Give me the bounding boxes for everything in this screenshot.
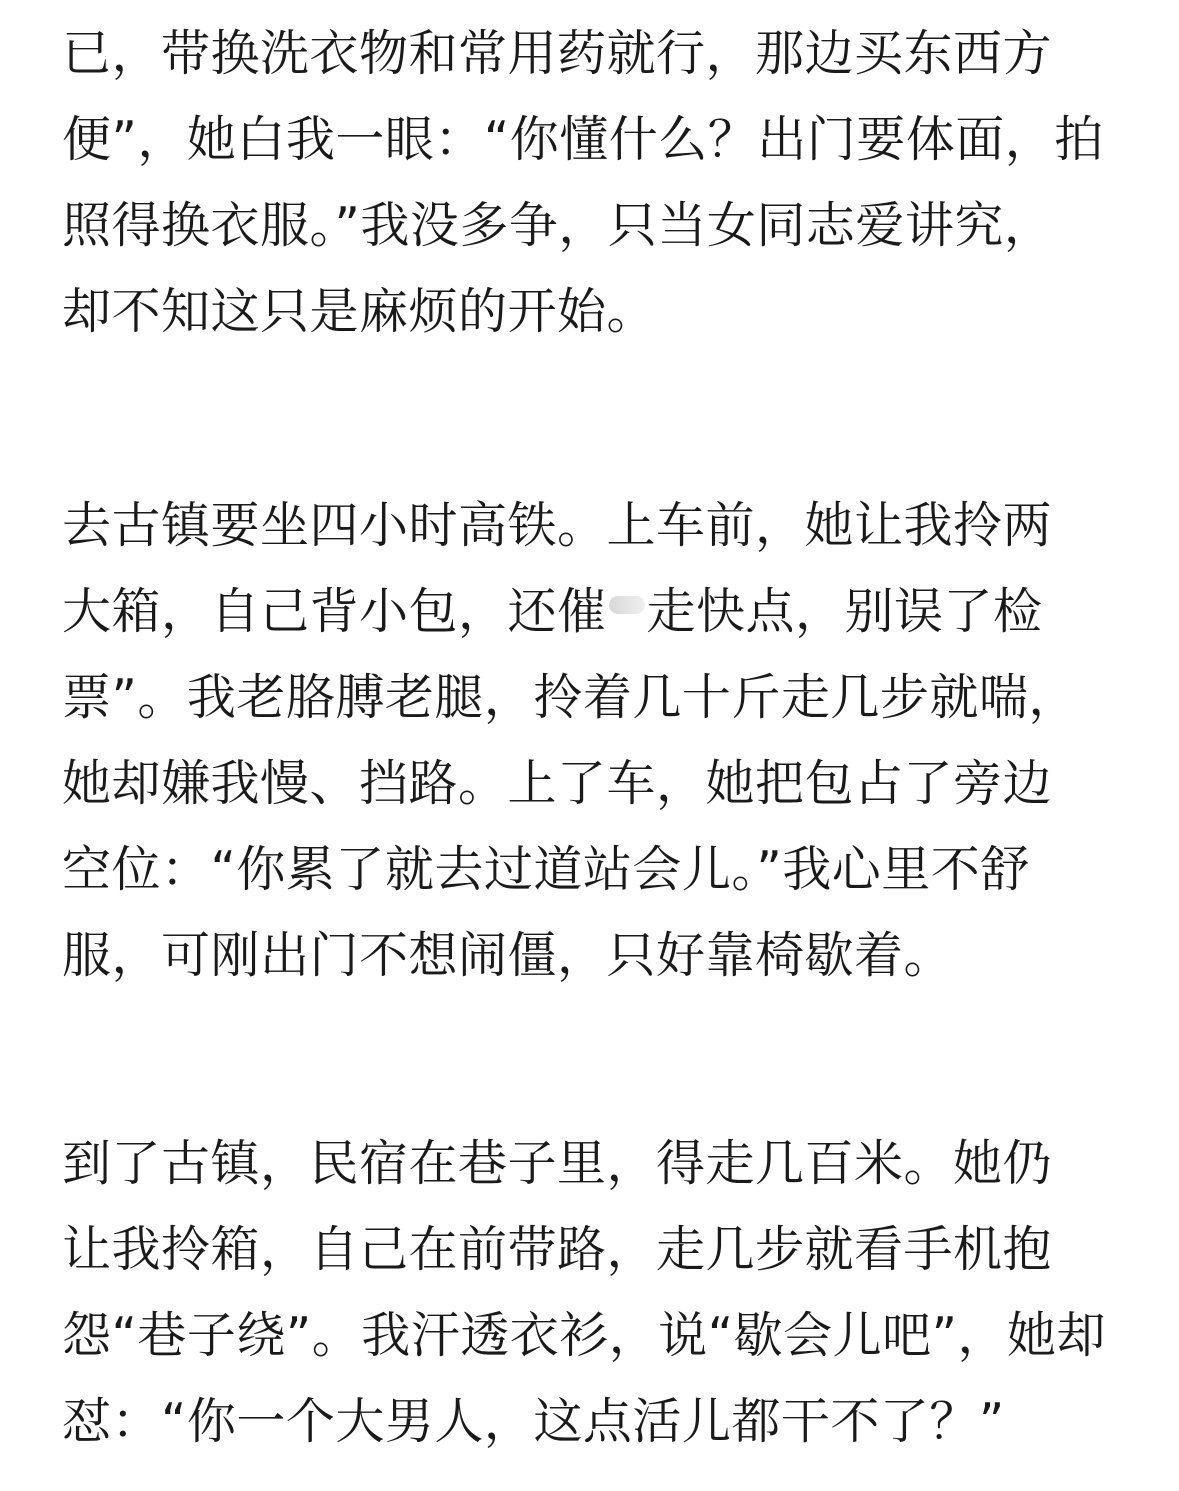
text-segment: 大箱，自己背小包，还催 bbox=[62, 583, 607, 640]
text-line: 到了古镇，民宿在巷子里，得走几百米。她仍 bbox=[62, 1135, 1053, 1192]
text-line: 让我拎箱，自己在前带路，走几步就看手机抱 bbox=[62, 1221, 1053, 1278]
text-line: 去古镇要坐四小时高铁。上车前，她让我拎两 bbox=[62, 497, 1053, 554]
text-line: 已，带换洗衣物和常用药就行，那边买东西方 bbox=[62, 25, 1053, 82]
text-line: 空位：“你累了就去过道站会儿。”我心里不舒 bbox=[62, 841, 1030, 898]
text-line: 她却嫌我慢、挡路。上了车，她把包占了旁边 bbox=[62, 755, 1053, 812]
text-line: 票”。我老胳膊老腿，拎着几十斤走几步就喘， bbox=[62, 669, 1078, 726]
text-line: 却不知这只是麻烦的开始。 bbox=[62, 283, 657, 340]
text-line: 便”，她白我一眼：“你懂什么？出门要体面，拍 bbox=[62, 111, 1104, 168]
text-line: 怼：“你一个大男人，这点活儿都干不了？” bbox=[62, 1393, 1005, 1450]
text-line: 照得换衣服。”我没多争，只当女同志爱讲究， bbox=[62, 197, 1054, 254]
watermark-blur bbox=[609, 596, 645, 614]
text-line: 服，可刚出门不想闹僵，只好靠椅歇着。 bbox=[62, 927, 954, 984]
text-line: 怨“巷子绕”。我汗透衣衫，说“歇会儿吧”，她却 bbox=[62, 1307, 1107, 1364]
text-segment: 走快点，别误了检 bbox=[646, 583, 1043, 640]
text-line bbox=[62, 569, 1122, 655]
